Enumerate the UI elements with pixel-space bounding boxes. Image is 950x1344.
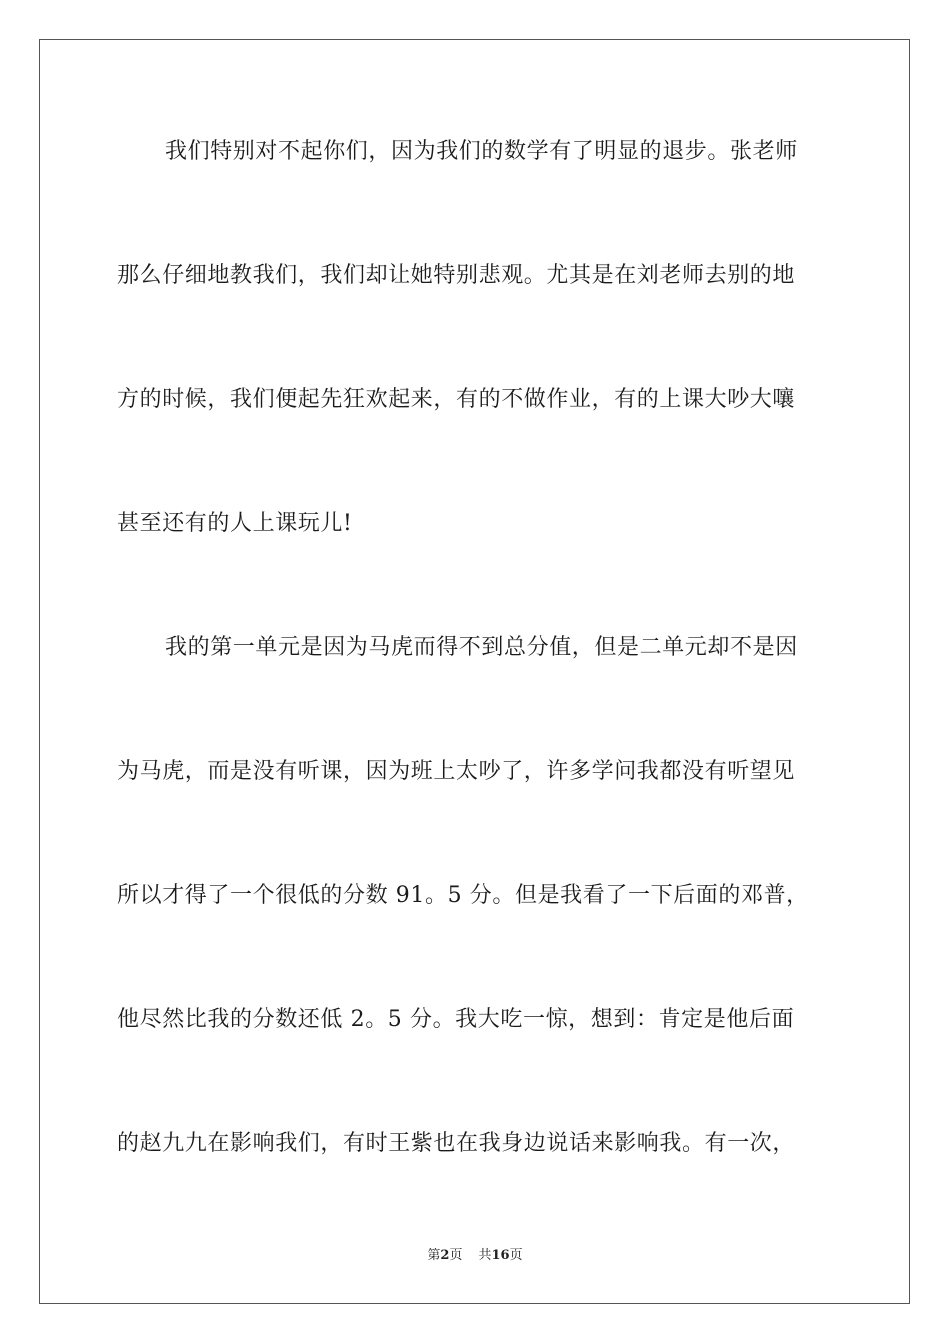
paragraph-1-line-2: 那么仔细地教我们，我们却让她特别悲观。尤其是在刘老师去别的地 xyxy=(117,263,796,288)
page-border xyxy=(39,39,910,1304)
footer-page-suffix: 页 xyxy=(449,1248,463,1263)
paragraph-2-line-2: 为马虎，而是没有听课，因为班上太吵了，许多学问我都没有听望见 xyxy=(117,759,796,784)
paragraph-1-line-3: 方的时候，我们便起先狂欢起来，有的不做作业，有的上课大吵大嚷 xyxy=(117,387,796,412)
footer-total-prefix: 共 xyxy=(478,1248,492,1263)
paragraph-1-line-1: 我们特别对不起你们，因为我们的数学有了明显的退步。张老师 xyxy=(165,139,798,164)
paragraph-2-line-3: 所以才得了一个很低的分数 91。5 分。但是我看了一下后面的邓普， xyxy=(117,883,809,908)
footer-page-prefix: 第 xyxy=(427,1248,441,1263)
footer-page-number: 2 xyxy=(440,1248,450,1263)
paragraph-1-line-4: 甚至还有的人上课玩儿! xyxy=(117,511,353,536)
page-footer xyxy=(0,1247,950,1265)
paragraph-2-line-1: 我的第一单元是因为马虎而得不到总分值，但是二单元却不是因 xyxy=(165,635,798,660)
footer-total-pages: 16 xyxy=(491,1248,510,1263)
paragraph-2-line-4: 他尽然比我的分数还低 2。5 分。我大吃一惊，想到：肯定是他后面 xyxy=(117,1007,795,1032)
footer-total-suffix: 页 xyxy=(509,1248,523,1263)
paragraph-2-line-5: 的赵九九在影响我们，有时王紫也在我身边说话来影响我。有一次， xyxy=(117,1131,796,1156)
